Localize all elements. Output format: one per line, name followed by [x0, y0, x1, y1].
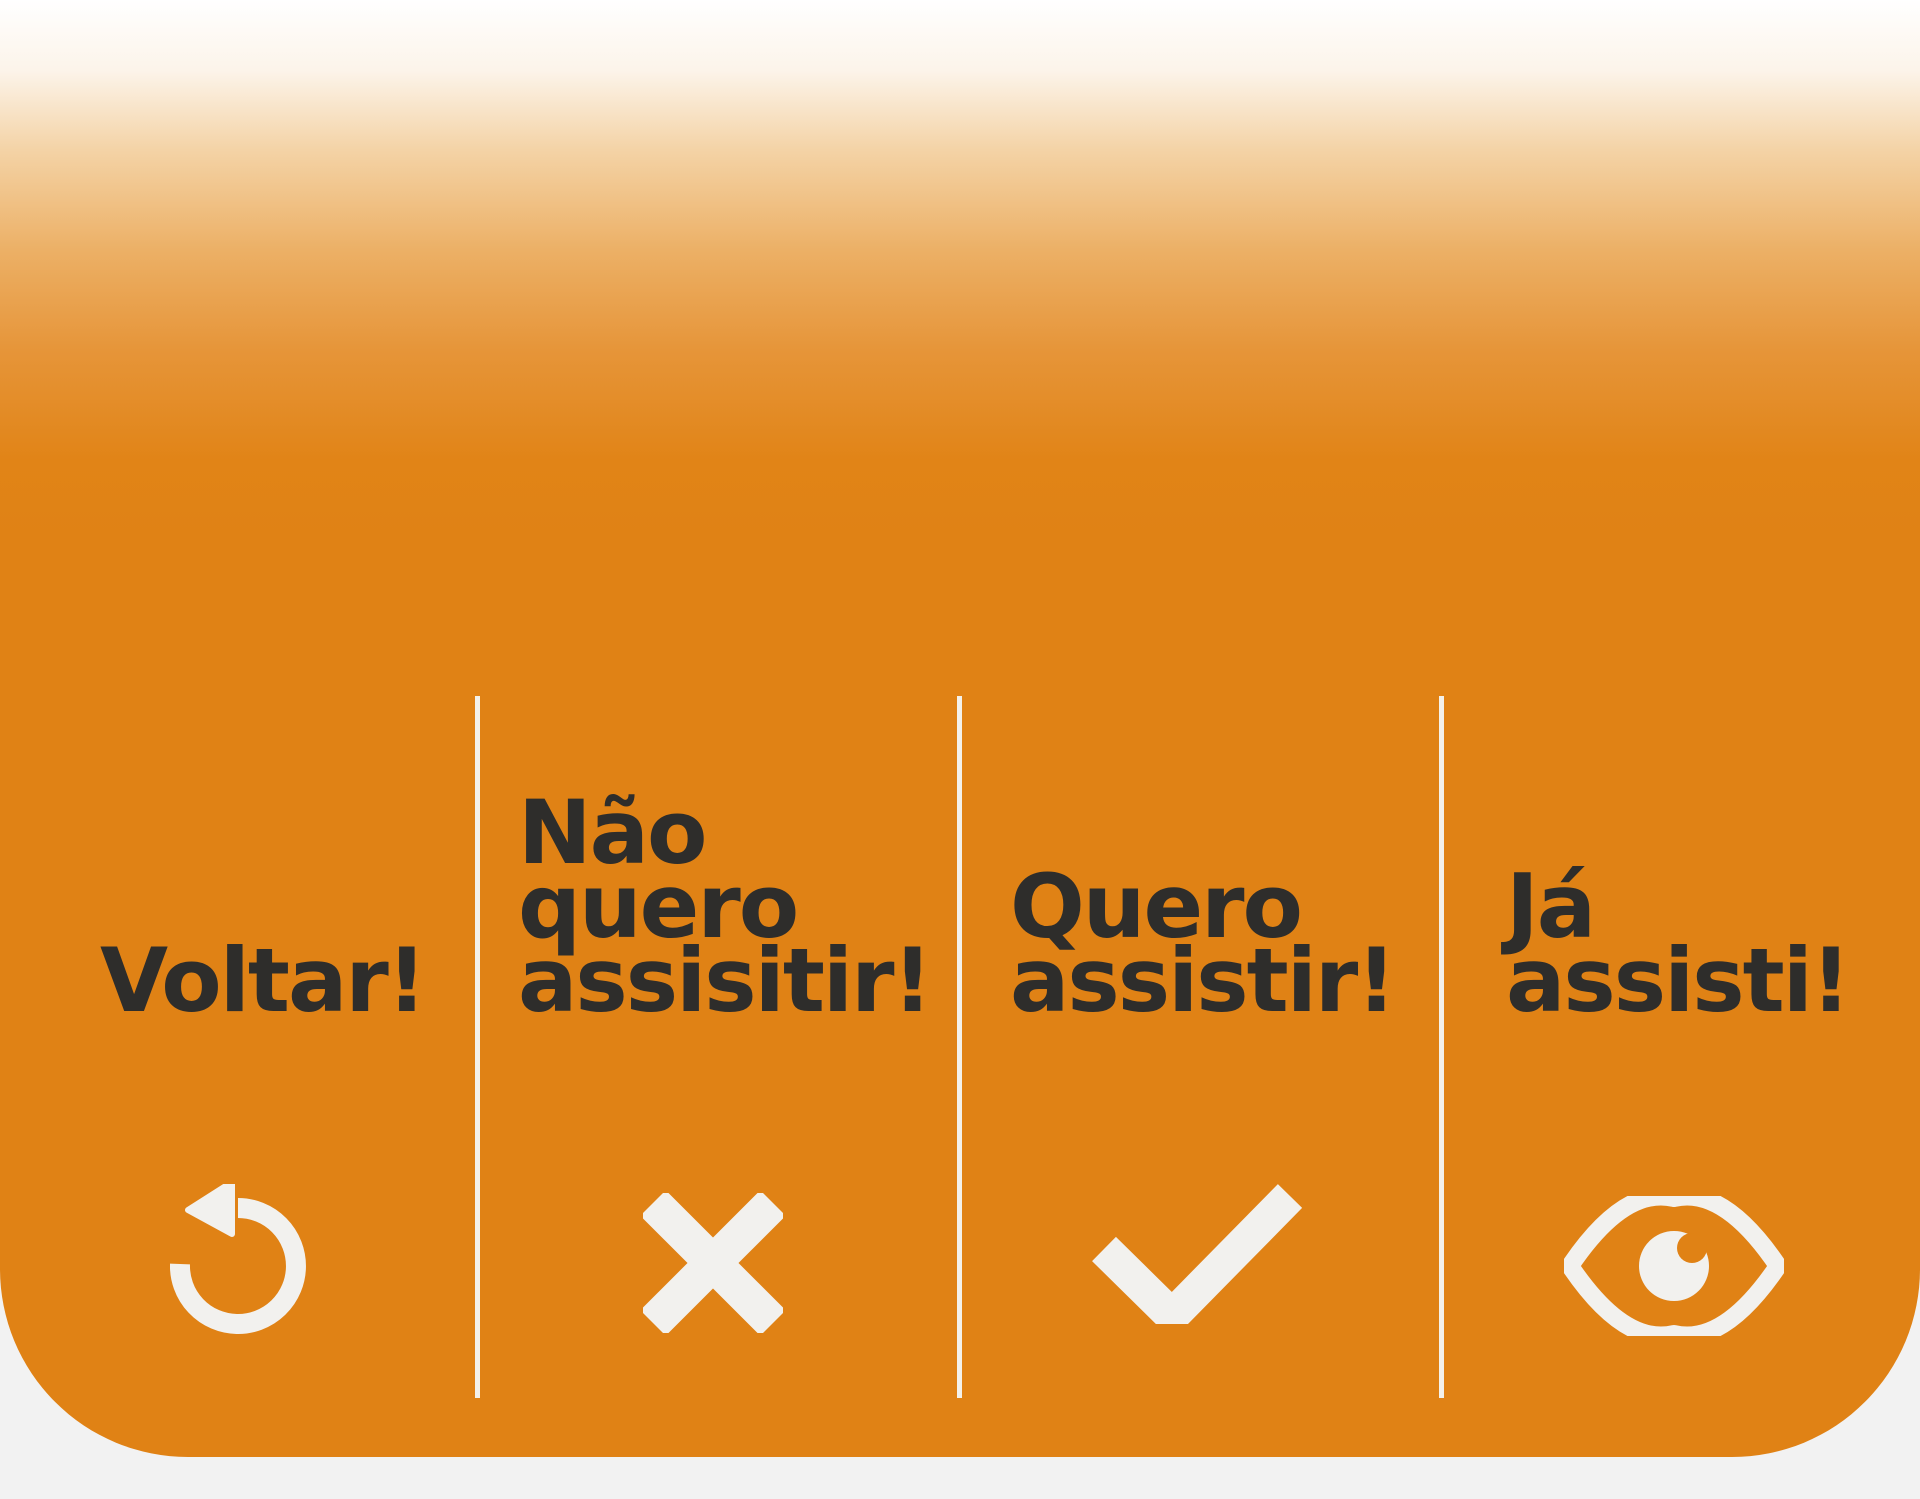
close-icon [643, 1193, 783, 1333]
dont-want-to-watch-label: Não quero assisitir! [518, 781, 931, 1032]
already-watched-label: Já assisti! [1506, 855, 1850, 1032]
back-button-label: Voltar! [100, 929, 425, 1032]
already-watched-button[interactable] [1444, 696, 1920, 1398]
back-button[interactable] [0, 696, 478, 1398]
dont-want-to-watch-button[interactable] [480, 696, 958, 1398]
undo-icon [170, 1184, 310, 1334]
eye-icon [1564, 1196, 1784, 1336]
check-icon [1092, 1174, 1302, 1324]
want-to-watch-label: Quero assistir! [1010, 855, 1395, 1032]
want-to-watch-button[interactable] [962, 696, 1440, 1398]
